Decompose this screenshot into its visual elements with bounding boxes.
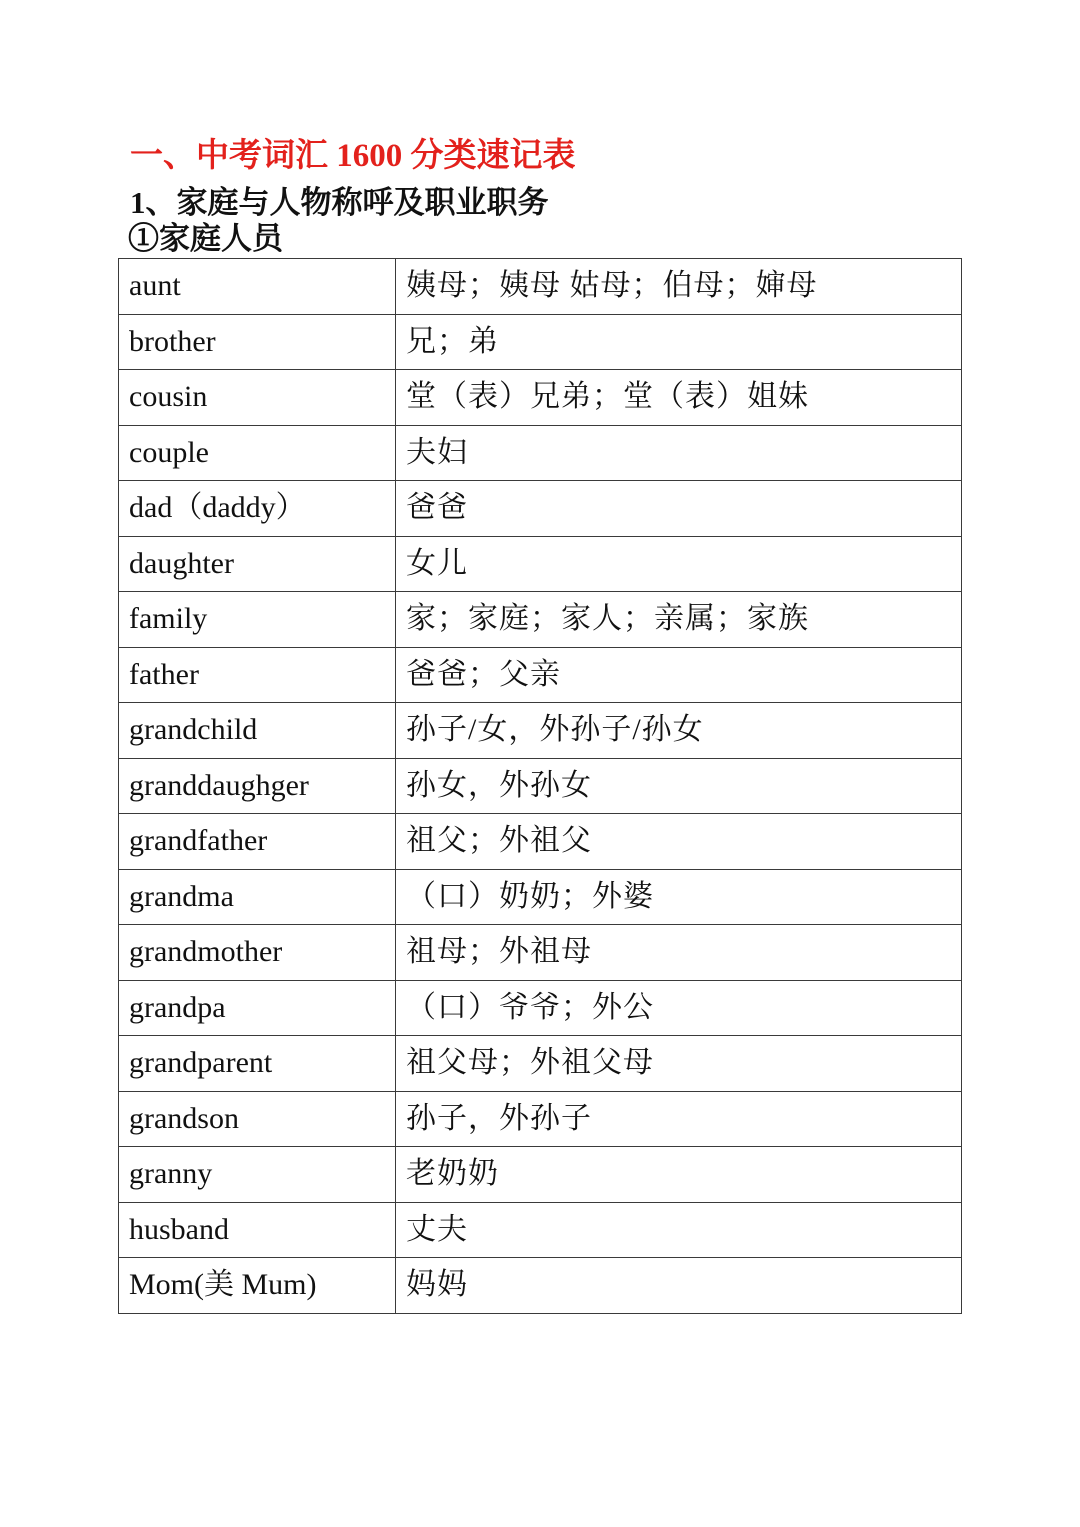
vocabulary-table-body [119,259,962,1314]
chinese-meaning-cell: 老奶奶 [396,1147,962,1203]
english-word-cell: grandparent [119,1036,396,1092]
chinese-meaning-cell: 女儿 [396,536,962,592]
english-word-cell: cousin [119,370,396,426]
chinese-meaning-cell: 孙子/女，外孙子/孙女 [396,703,962,759]
table-row [119,758,962,814]
chinese-meaning-cell: 孙女，外孙女 [396,758,962,814]
table-row [119,592,962,648]
table-row [119,1036,962,1092]
chinese-meaning-cell: 兄；弟 [396,314,962,370]
english-word-cell: grandmother [119,925,396,981]
table-row [119,425,962,481]
english-word-cell: granny [119,1147,396,1203]
table-row [119,980,962,1036]
chinese-meaning-cell: （口）奶奶；外婆 [396,869,962,925]
english-word-cell: grandma [119,869,396,925]
table-row [119,1091,962,1147]
page-heading: 一、中考词汇 1600 分类速记表 [130,138,576,174]
chinese-meaning-cell: 姨母；姨母 姑母；伯母；婶母 [396,259,962,315]
english-word-cell: dad（daddy） [119,481,396,537]
table-row [119,481,962,537]
table-row [119,925,962,981]
chinese-meaning-cell: （口）爷爷；外公 [396,980,962,1036]
chinese-meaning-cell: 祖母；外祖母 [396,925,962,981]
chinese-meaning-cell: 丈夫 [396,1202,962,1258]
english-word-cell: couple [119,425,396,481]
english-word-cell: husband [119,1202,396,1258]
chinese-meaning-cell: 祖父母；外祖父母 [396,1036,962,1092]
table-row [119,314,962,370]
table-row [119,259,962,315]
english-word-cell: grandson [119,1091,396,1147]
english-word-cell: daughter [119,536,396,592]
chinese-meaning-cell: 妈妈 [396,1258,962,1314]
english-word-cell: brother [119,314,396,370]
table-row [119,536,962,592]
table-row [119,703,962,759]
chinese-meaning-cell: 孙子，外孙子 [396,1091,962,1147]
table-row [119,1258,962,1314]
english-word-cell: grandfather [119,814,396,870]
table-row [119,370,962,426]
english-word-cell: aunt [119,259,396,315]
table-row [119,1202,962,1258]
table-row [119,814,962,870]
subsection-title: ①家庭人员 [128,221,283,256]
chinese-meaning-cell: 爸爸；父亲 [396,647,962,703]
section-title: 1、家庭与人物称呼及职业职务 [130,185,549,220]
chinese-meaning-cell: 家；家庭；家人；亲属；家族 [396,592,962,648]
chinese-meaning-cell: 祖父；外祖父 [396,814,962,870]
english-word-cell: father [119,647,396,703]
english-word-cell: family [119,592,396,648]
chinese-meaning-cell: 堂（表）兄弟；堂（表）姐妹 [396,370,962,426]
table-row [119,647,962,703]
english-word-cell: grandpa [119,980,396,1036]
table-row [119,869,962,925]
chinese-meaning-cell: 爸爸 [396,481,962,537]
table-row [119,1147,962,1203]
english-word-cell: granddaughger [119,758,396,814]
english-word-cell: Mom(美 Mum) [119,1258,396,1314]
english-word-cell: grandchild [119,703,396,759]
vocabulary-table [118,258,962,1314]
chinese-meaning-cell: 夫妇 [396,425,962,481]
